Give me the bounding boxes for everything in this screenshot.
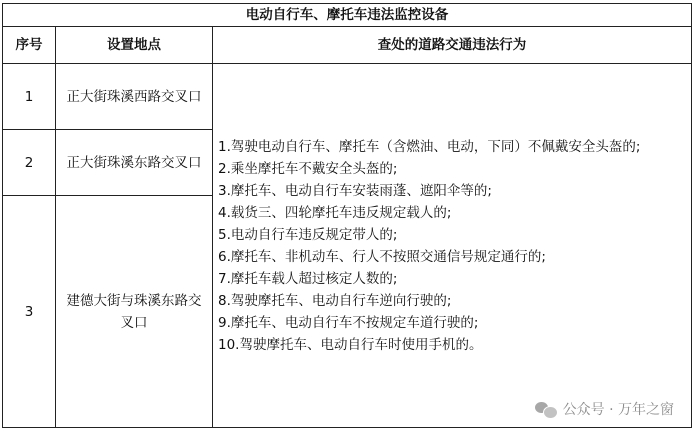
wechat-icon xyxy=(535,401,557,417)
table-header-row xyxy=(3,27,692,64)
row-location: 正大街珠溪东路交叉口 xyxy=(56,130,213,196)
violation-item: 7.摩托车载人超过核定人数的; xyxy=(218,270,398,287)
row-location: 建德大街与珠溪东路交叉口 xyxy=(56,196,213,428)
violation-item: 5.电动自行车违反规定带人的; xyxy=(218,226,398,243)
table-title-row xyxy=(3,4,692,27)
table-row xyxy=(3,64,692,130)
row-index: 3 xyxy=(3,196,56,428)
violation-item: 9.摩托车、电动自行车不按规定车道行驶的; xyxy=(218,314,479,331)
watermark xyxy=(535,399,674,419)
watermark-text: 公众号 · 万年之窗 xyxy=(562,402,674,418)
monitoring-table xyxy=(2,3,692,428)
header-index: 序号 xyxy=(3,27,56,64)
header-location: 设置地点 xyxy=(56,27,213,64)
violation-item: 2.乘坐摩托车不戴安全头盔的; xyxy=(218,160,398,177)
row-index: 1 xyxy=(3,64,56,130)
header-violations: 查处的道路交通违法行为 xyxy=(213,27,692,64)
violation-item: 1.驾驶电动自行车、摩托车（含燃油、电动，下同）不佩戴安全头盔的; xyxy=(218,138,641,155)
violations-list xyxy=(213,64,692,428)
violation-item: 4.载货三、四轮摩托车违反规定载人的; xyxy=(218,204,452,221)
violation-item: 10.驾驶摩托车、电动自行车时使用手机的。 xyxy=(218,336,483,353)
table-title: 电动自行车、摩托车违法监控设备 xyxy=(3,4,692,27)
violation-item: 3.摩托车、电动自行车安装雨蓬、遮阳伞等的; xyxy=(218,182,492,199)
violation-item: 8.驾驶摩托车、电动自行车逆向行驶的; xyxy=(218,292,452,309)
row-index: 2 xyxy=(3,130,56,196)
violation-item: 6.摩托车、非机动车、行人不按照交通信号规定通行的; xyxy=(218,248,546,265)
row-location: 正大街珠溪西路交叉口 xyxy=(56,64,213,130)
